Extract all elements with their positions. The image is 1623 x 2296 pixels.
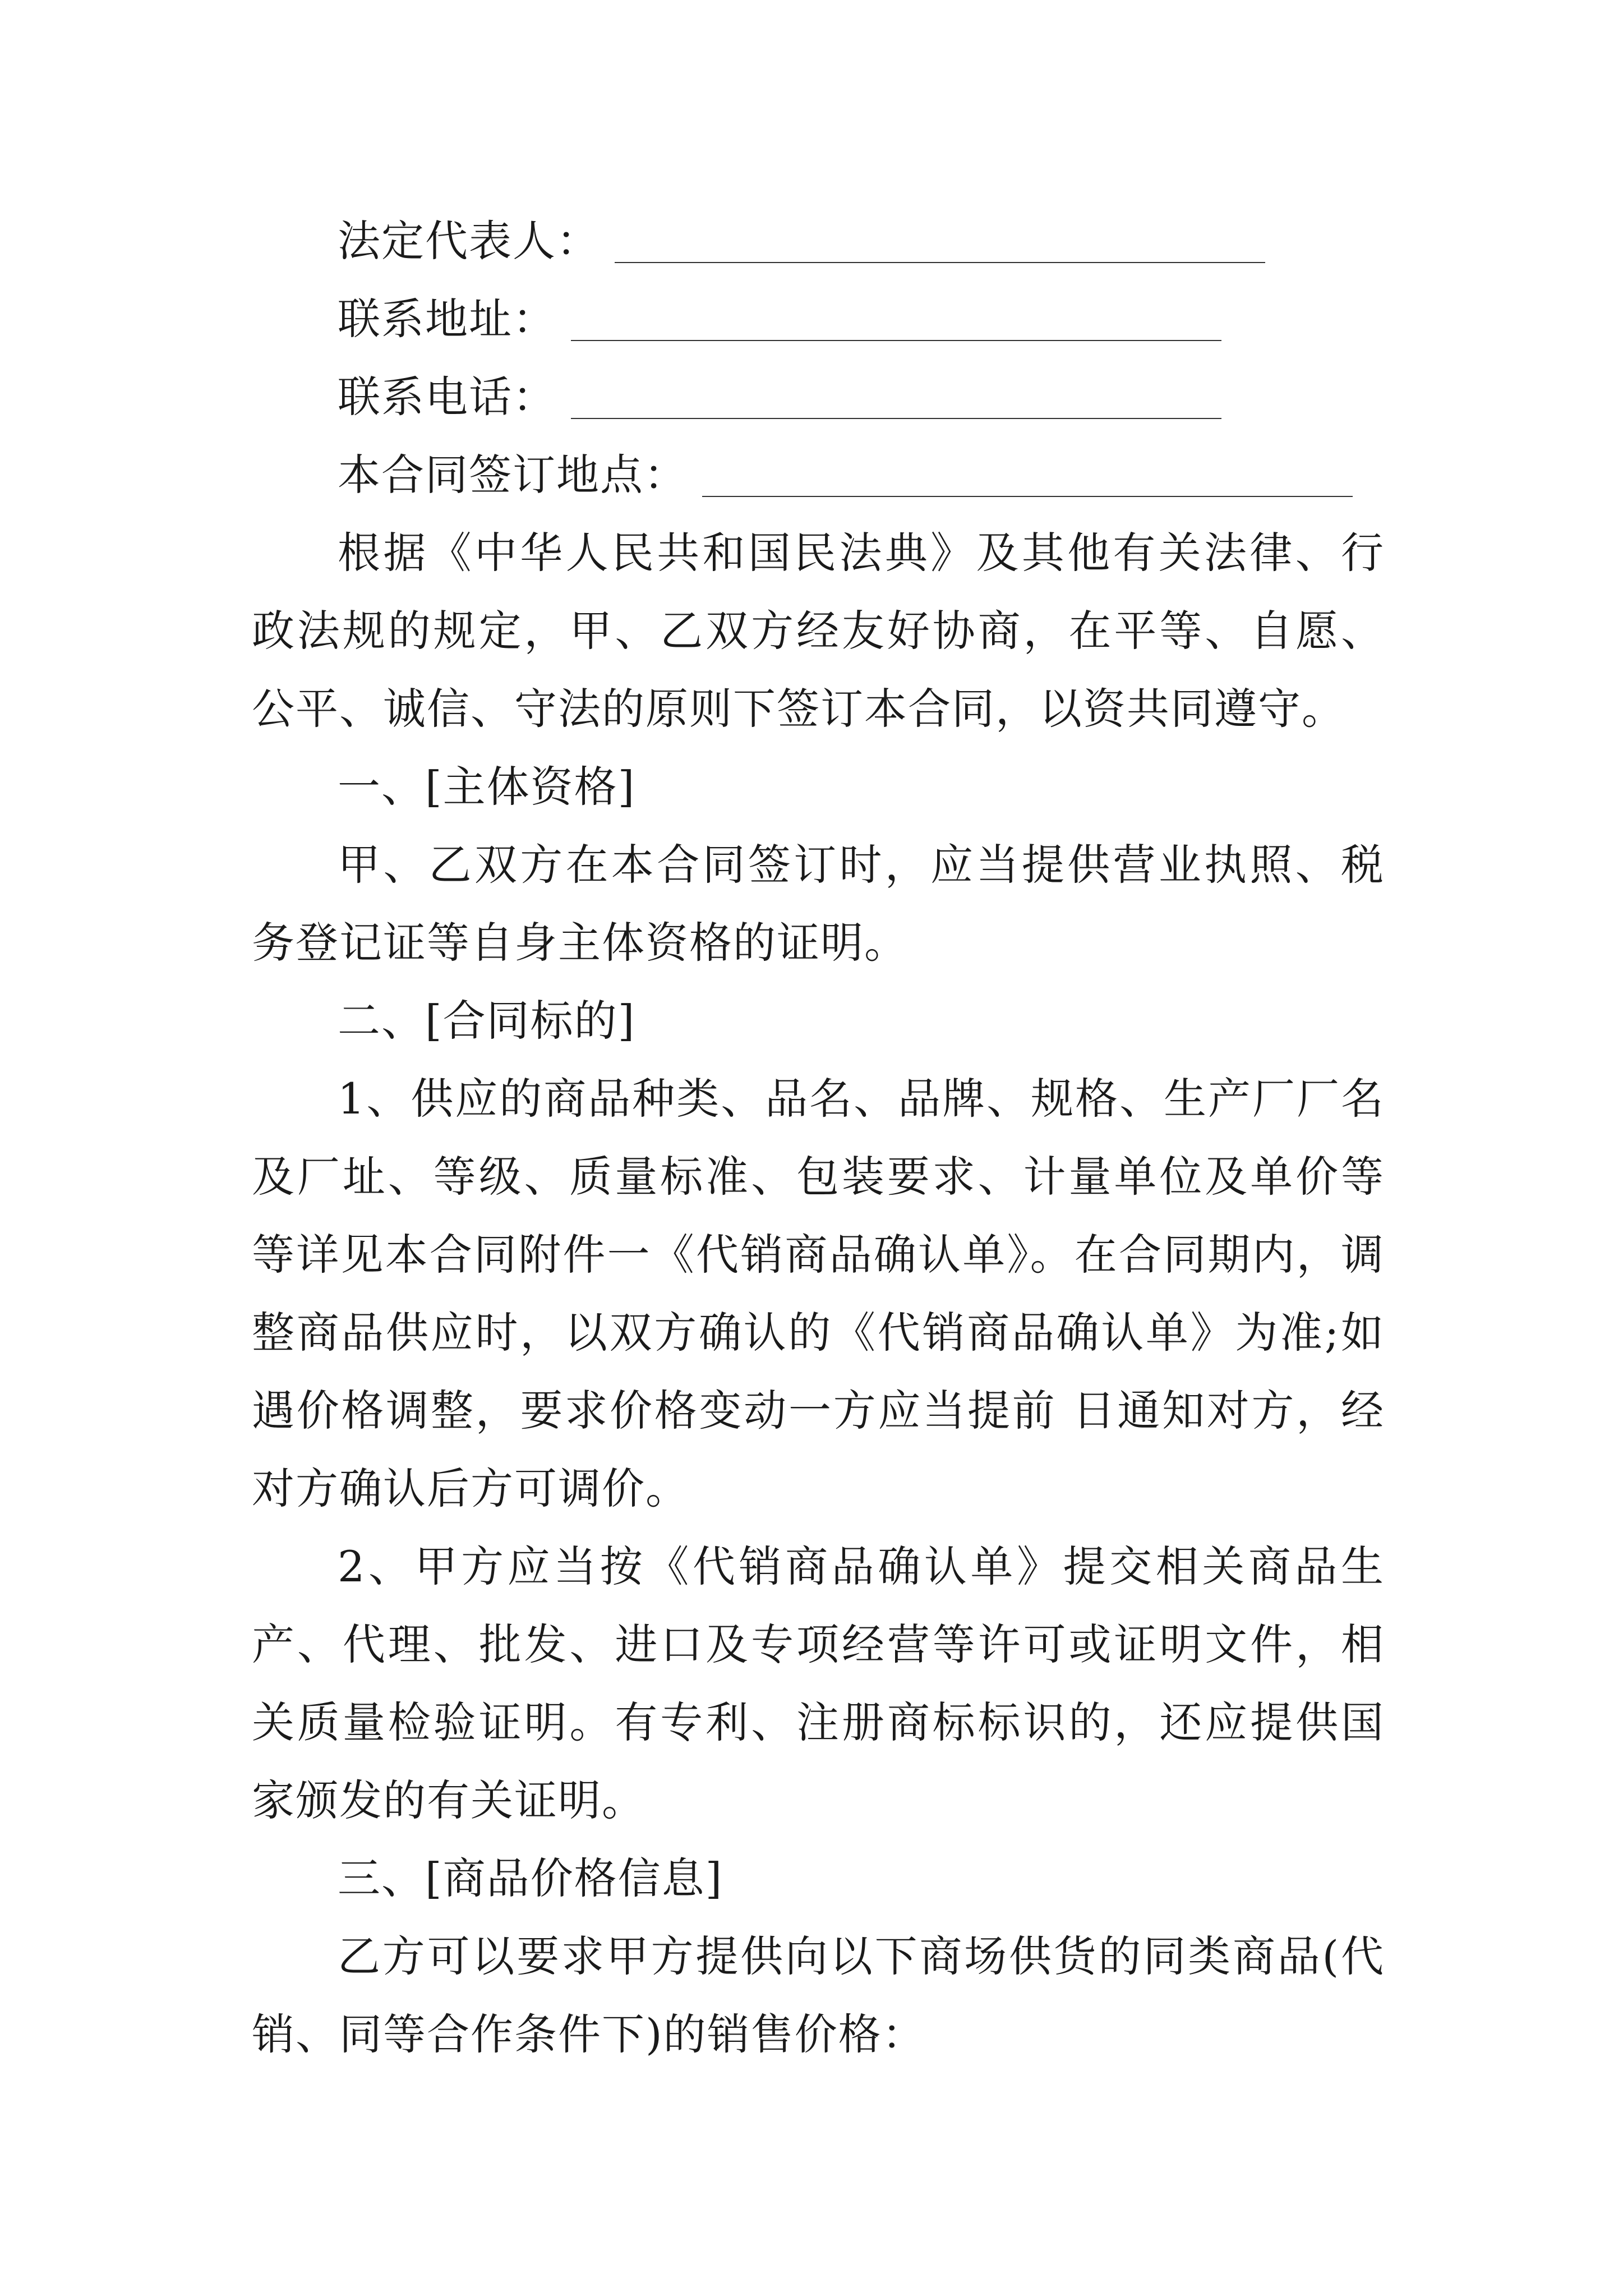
blank-underline bbox=[571, 340, 1221, 341]
blank-underline bbox=[615, 262, 1265, 263]
field-label: 联系地址： bbox=[338, 294, 556, 344]
section-heading-qualification: 一、[主体资格] bbox=[338, 762, 636, 812]
price-info-paragraph: 乙方可以要求甲方提供向以下商场供货的同类商品(代销、同等合作条件下)的销售价格： bbox=[252, 1931, 1385, 2059]
contact-address-field bbox=[252, 280, 1385, 358]
section-heading-price-info: 三、[商品价格信息] bbox=[338, 1853, 723, 1903]
contact-phone-field bbox=[252, 358, 1385, 436]
field-label: 联系电话： bbox=[338, 372, 556, 422]
signing-location-field bbox=[252, 436, 1385, 514]
qualification-paragraph: 甲、乙双方在本合同签订时，应当提供营业执照、税务登记证等自身主体资格的证明。 bbox=[252, 840, 1385, 968]
section-heading-subject: 二、[合同标的] bbox=[338, 996, 636, 1046]
contract-body bbox=[252, 202, 1385, 2073]
blank-underline bbox=[702, 496, 1353, 497]
intro-paragraph: 根据《中华人民共和国民法典》及其他有关法律、行政法规的规定，甲、乙双方经友好协商，在平等、自愿、公平、诚信、守法的原则下签订本合同，以资共同遵守。 bbox=[252, 528, 1385, 734]
subject-paragraph-1: 1、供应的商品种类、品名、品牌、规格、生产厂厂名及厂址、等级、质量标准、包装要求、计量单位及单价等等详见本合同附件一《代销商品确认单》。在合同期内，调整商品供应时，以双方确认的《代销商品确认单》为准;如遇价格调整，要求价格变动一方应当提前 日通知对方，经对方确认后方可调价。 bbox=[252, 1074, 1385, 1513]
blank-underline bbox=[571, 418, 1221, 419]
legal-representative-field bbox=[252, 202, 1385, 280]
subject-paragraph-2: 2、甲方应当按《代销商品确认单》提交相关商品生产、代理、批发、进口及专项经营等许可或证明文件，相关质量检验证明。有专利、注册商标标识的，还应提供国家颁发的有关证明。 bbox=[252, 1542, 1385, 1825]
field-label: 本合同签订地点： bbox=[338, 450, 688, 500]
field-label: 法定代表人： bbox=[338, 216, 600, 266]
